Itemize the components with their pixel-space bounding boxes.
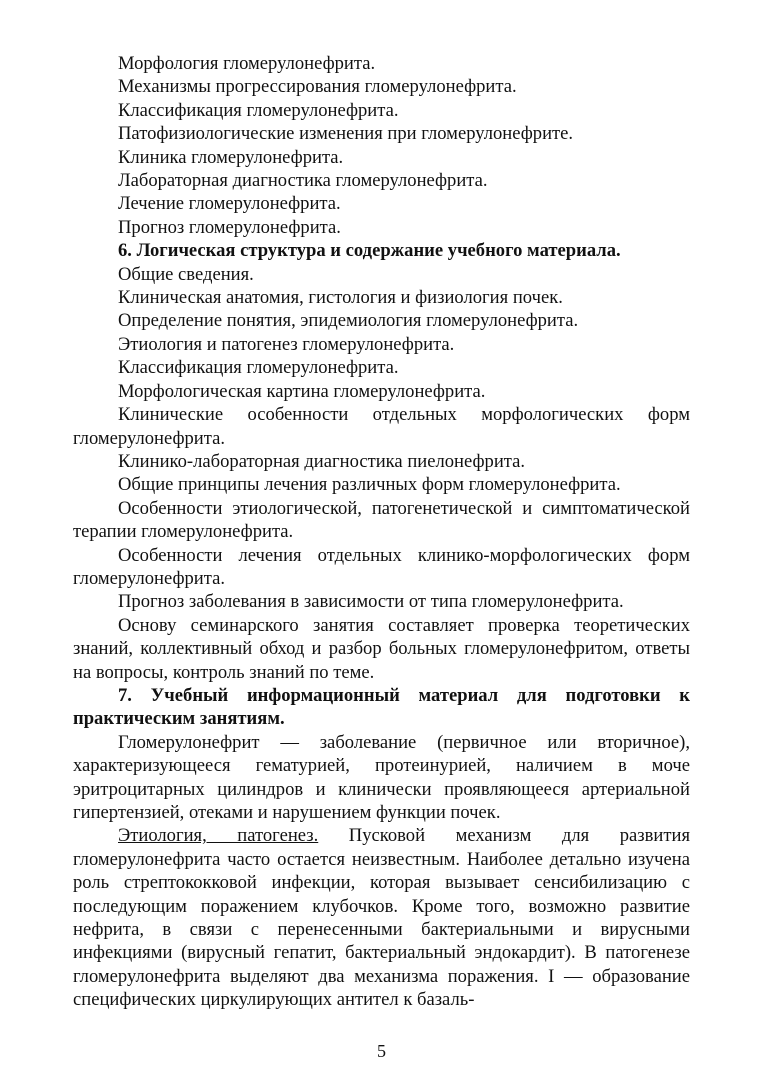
list-line: Этиология и патогенез гломерулонефрита. — [118, 333, 455, 355]
list-line: Клинические особенности отдельных морфологических форм гломерулонефрита. — [73, 404, 690, 449]
list-line: Определение понятия, эпидемиология гломерулонефрита. — [118, 310, 579, 332]
list-line: Особенности лечения отдельных клинико-морфологических форм гломерулонефрита. — [73, 544, 690, 589]
seminar-paragraph: Основу семинарского занятия составляет проверка теоретических знаний, коллективный обход и разбор больных гломерулонефритом, ответы на вопросы, контроль знаний по теме. — [73, 614, 690, 683]
section-6-list — [73, 263, 690, 684]
list-line: Прогноз гломерулонефрита. — [118, 216, 341, 238]
list-line: Клинико-лабораторная диагностика пиелонефрита. — [118, 450, 526, 472]
section-7-heading: 7. Учебный информационный материал для подготовки к практическим занятиям. — [73, 684, 690, 730]
etiology-label: Этиология, патогенез. — [118, 825, 319, 847]
definition-paragraph: Гломерулонефрит — заболевание (первичное или вторичное), характеризующееся гематурией, протеинурией, наличием в моче эритроцитарных цилиндров и клинически проявляющееся артериальной гипертензией, отеками и нарушением функции почек. — [73, 731, 690, 823]
etiology-text: Пусковой механизм для развития гломерулонефрита часто остается неизвестным. Наиболее детально изучена роль стрептококковой инфекции, которая вызывает сенсибилизацию с последующим поражением клубочков. Кроме того, возможно развитие нефрита, в связи с перенесенными бактериальными и вирусными инфекциями (вирусный гепатит, бактериальный эндокардит). В патогенезе гломерулонефрита выделяют два механизма поражения. I — образование специфических циркулирующих антител к базаль- — [73, 825, 690, 1011]
list-line: Морфологическая картина гломерулонефрита. — [118, 380, 486, 402]
list-line: Лечение гломерулонефрита. — [118, 193, 341, 215]
list-line: Классификация гломерулонефрита. — [118, 357, 399, 379]
list-line: Лабораторная диагностика гломерулонефрита. — [118, 170, 488, 192]
list-line: Прогноз заболевания в зависимости от типа гломерулонефрита. — [118, 591, 624, 613]
top-list — [73, 52, 690, 239]
list-line: Клиника гломерулонефрита. — [118, 146, 344, 168]
list-line: Общие сведения. — [118, 263, 254, 285]
list-line: Патофизиологические изменения при гломерулонефрите. — [118, 123, 574, 145]
etiology-paragraph — [73, 824, 690, 1011]
list-line: Общие принципы лечения различных форм гломерулонефрита. — [118, 474, 621, 496]
list-line: Механизмы прогрессирования гломерулонефрита. — [118, 76, 517, 98]
list-line: Особенности этиологической, патогенетической и симптоматической терапии гломерулонефрита. — [73, 497, 690, 543]
list-line: Клиническая анатомия, гистология и физиология почек. — [118, 287, 563, 309]
list-line: Классификация гломерулонефрита. — [118, 99, 399, 121]
section-6-heading: 6. Логическая структура и содержание учебного материала. — [118, 240, 621, 262]
list-line: Морфология гломерулонефрита. — [118, 53, 376, 74]
page-number: 5 — [377, 1041, 386, 1061]
